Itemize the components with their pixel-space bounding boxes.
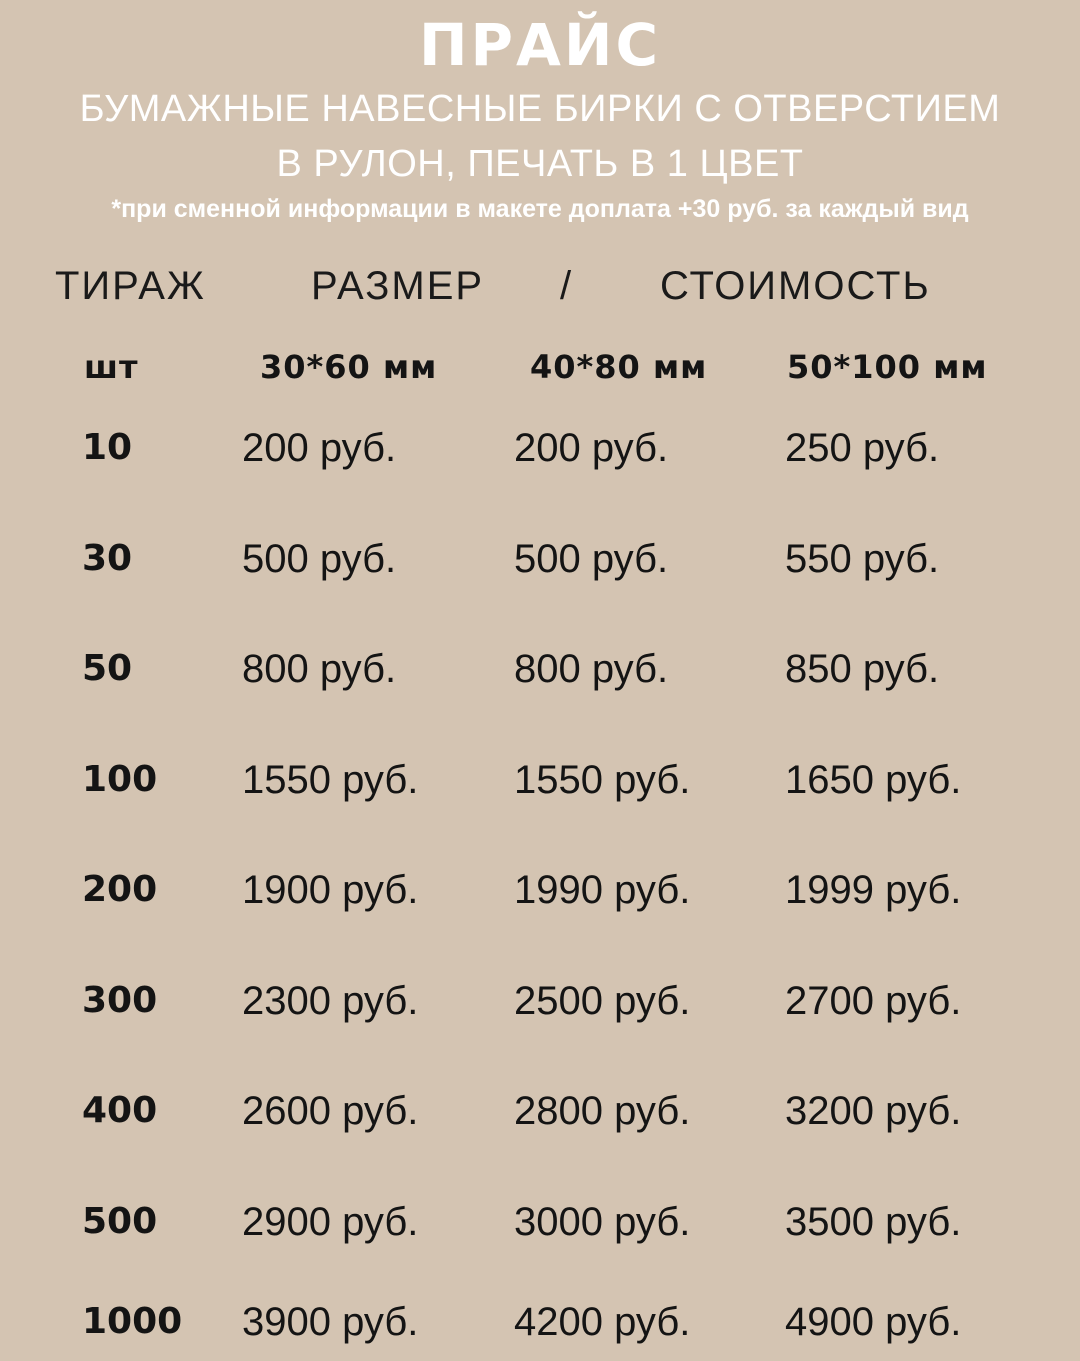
heading-slash: / [560, 264, 574, 308]
quantity-cell: 30 [82, 538, 133, 579]
price-cell-50x100: 1999 руб. [785, 868, 962, 912]
price-cell-40x80: 1990 руб. [514, 868, 691, 912]
quantity-cell: 300 [82, 980, 158, 1021]
quantity-cell: 500 [82, 1201, 158, 1242]
quantity-cell: 400 [82, 1090, 158, 1131]
price-cell-40x80: 2800 руб. [514, 1089, 691, 1133]
price-cell-40x80: 4200 руб. [514, 1300, 691, 1344]
column-header-size-50x100: 50*100 мм [787, 348, 988, 386]
price-cell-40x80: 200 руб. [514, 426, 669, 470]
table-row [0, 1083, 1080, 1143]
heading-tirazh: ТИРАЖ [55, 264, 206, 308]
subtitle-line-2: В РУЛОН, ПЕЧАТЬ В 1 ЦВЕТ [276, 143, 804, 185]
price-cell-30x60: 1550 руб. [242, 758, 419, 802]
table-row [0, 752, 1080, 812]
quantity-cell: 50 [82, 648, 133, 689]
quantity-cell: 1000 [82, 1301, 183, 1342]
heading-razmer: РАЗМЕР [311, 264, 485, 308]
price-cell-30x60: 500 руб. [242, 537, 397, 581]
price-cell-30x60: 1900 руб. [242, 868, 419, 912]
quantity-cell: 10 [82, 427, 133, 468]
price-cell-50x100: 850 руб. [785, 647, 940, 691]
price-cell-30x60: 3900 руб. [242, 1300, 419, 1344]
table-row [0, 1194, 1080, 1254]
table-row [0, 862, 1080, 922]
price-cell-40x80: 800 руб. [514, 647, 669, 691]
price-cell-30x60: 2300 руб. [242, 979, 419, 1023]
table-row [0, 531, 1080, 591]
table-row [0, 973, 1080, 1033]
table-row [0, 1294, 1080, 1354]
quantity-cell: 200 [82, 869, 158, 910]
price-cell-50x100: 550 руб. [785, 537, 940, 581]
column-header-size-30x60: 30*60 мм [260, 348, 438, 386]
price-cell-50x100: 1650 руб. [785, 758, 962, 802]
price-cell-30x60: 800 руб. [242, 647, 397, 691]
page-title: ПРАЙС [418, 11, 662, 79]
price-cell-30x60: 2900 руб. [242, 1200, 419, 1244]
price-cell-50x100: 2700 руб. [785, 979, 962, 1023]
price-cell-50x100: 3200 руб. [785, 1089, 962, 1133]
table-row [0, 641, 1080, 701]
price-cell-40x80: 1550 руб. [514, 758, 691, 802]
heading-stoimost: СТОИМОСТЬ [660, 264, 931, 308]
price-cell-30x60: 200 руб. [242, 426, 397, 470]
price-cell-40x80: 2500 руб. [514, 979, 691, 1023]
price-cell-30x60: 2600 руб. [242, 1089, 419, 1133]
column-header-qty-unit: шт [84, 348, 139, 386]
price-cell-50x100: 250 руб. [785, 426, 940, 470]
surcharge-note: *при сменной информации в макете доплата +30 руб. за каждый вид [111, 195, 969, 223]
column-header-size-40x80: 40*80 мм [530, 348, 708, 386]
price-cell-50x100: 4900 руб. [785, 1300, 962, 1344]
price-cell-40x80: 3000 руб. [514, 1200, 691, 1244]
price-cell-50x100: 3500 руб. [785, 1200, 962, 1244]
quantity-cell: 100 [82, 759, 158, 800]
price-cell-40x80: 500 руб. [514, 537, 669, 581]
table-row [0, 420, 1080, 480]
subtitle-line-1: БУМАЖНЫЕ НАВЕСНЫЕ БИРКИ С ОТВЕРСТИЕМ [79, 88, 1001, 130]
